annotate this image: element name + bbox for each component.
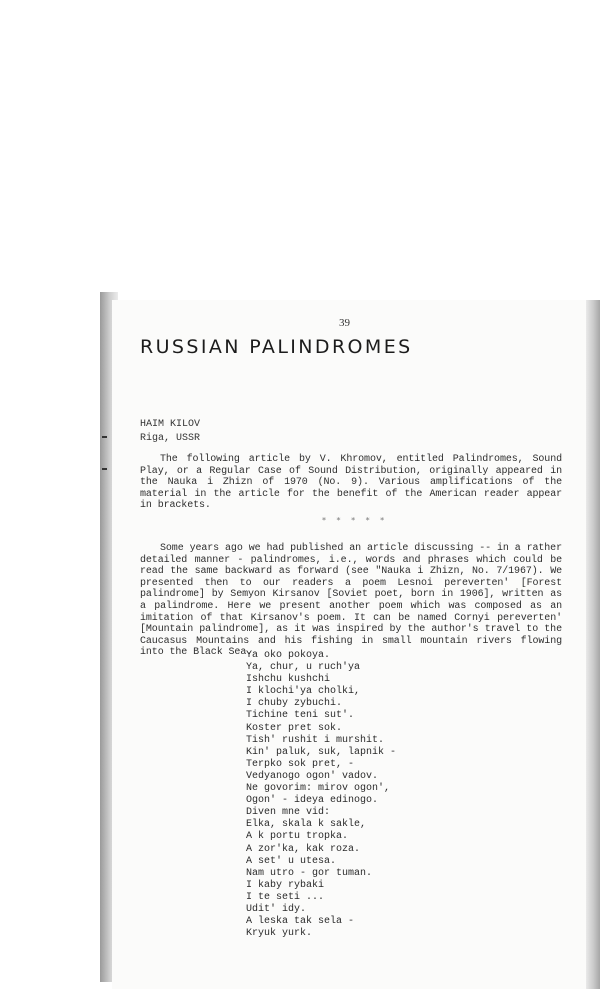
margin-mark: [102, 468, 107, 470]
author-name: HAIM KILOV: [140, 419, 201, 430]
poem-line: I chuby zybuchi.: [246, 698, 343, 710]
poem-line: Nam utro - gor tuman.: [246, 867, 373, 879]
poem-line: Tish' rushit i murshit.: [246, 734, 385, 746]
poem-line: Diven mne vid:: [246, 807, 331, 819]
poem-line: I klochi'ya cholki,: [246, 686, 361, 698]
poem-line: Vedyanogo ogon' vadov.: [246, 770, 379, 782]
intro-paragraph: The following article by V. Khromov, entitled Palindromes, Sound Play, or a Regular Case of Sound Distribution, originally appeared in the Nauka i Zhizn of 1970 (No. 9). Various amplifications of the material in the article for the benefit of the American reader appear in brackets.: [140, 454, 562, 512]
poem-line: Terpko sok pret, -: [246, 758, 355, 770]
poem-line: Koster pret sok.: [246, 722, 343, 734]
article-title: RUSSIAN PALINDROMES: [140, 336, 413, 358]
margin-mark: [102, 436, 107, 438]
body-paragraph: Some years ago we had published an article discussing -- in a rather detailed manner - palindromes, i.e., words and phrases which could be read the same backward as forward (see "Nauka i Zhizn, No. 7/1967). We presented then to our readers a poem Lesnoi pereverten' [Forest palindrome] by Semyon Kirsanov [Soviet poet, born in 1906], written as a palindrome. Here we present another poem which was composed as an imitation of that Kirsanov's poem. It can be named Cornyi pereverten' [Mountain palindrome], as it was inspired by the author's travel to the Caucasus Mountains and his fishing in small mountain rivers flowing into the Black Sea.: [140, 543, 562, 659]
poem-line: Ne govorim: mirov ogon',: [246, 783, 391, 795]
poem-line: Elka, skala k sakle,: [246, 819, 367, 831]
poem-line: Ya, chur, u ruch'ya: [246, 662, 361, 674]
section-separator: * * * * *: [322, 516, 389, 525]
author-location: Riga, USSR: [140, 433, 201, 444]
poem-line: Udit' idy.: [246, 903, 307, 915]
poem-line: A zor'ka, kak roza.: [246, 843, 361, 855]
poem-line: Kin' paluk, suk, lapnik -: [246, 746, 397, 758]
poem-line: I kaby rybaki: [246, 879, 325, 891]
page-number: 39: [339, 317, 350, 329]
poem-line: A k portu tropka.: [246, 831, 349, 843]
poem-line: A set' u utesa.: [246, 855, 337, 867]
poem-line: A leska tak sela -: [246, 916, 355, 928]
scan-right-edge: [584, 300, 600, 989]
poem-line: Ishchu kushchi: [246, 674, 331, 686]
author-block: [140, 418, 200, 446]
poem-line: Kryuk yurk.: [246, 928, 313, 940]
poem-line: Ya oko pokoya.: [246, 650, 331, 661]
poem-line: Tichine teni sut'.: [246, 710, 355, 722]
poem-line: Ogon' - ideya edinogo.: [246, 795, 379, 807]
poem: [246, 650, 396, 940]
poem-line: I te seti ...: [246, 891, 325, 903]
